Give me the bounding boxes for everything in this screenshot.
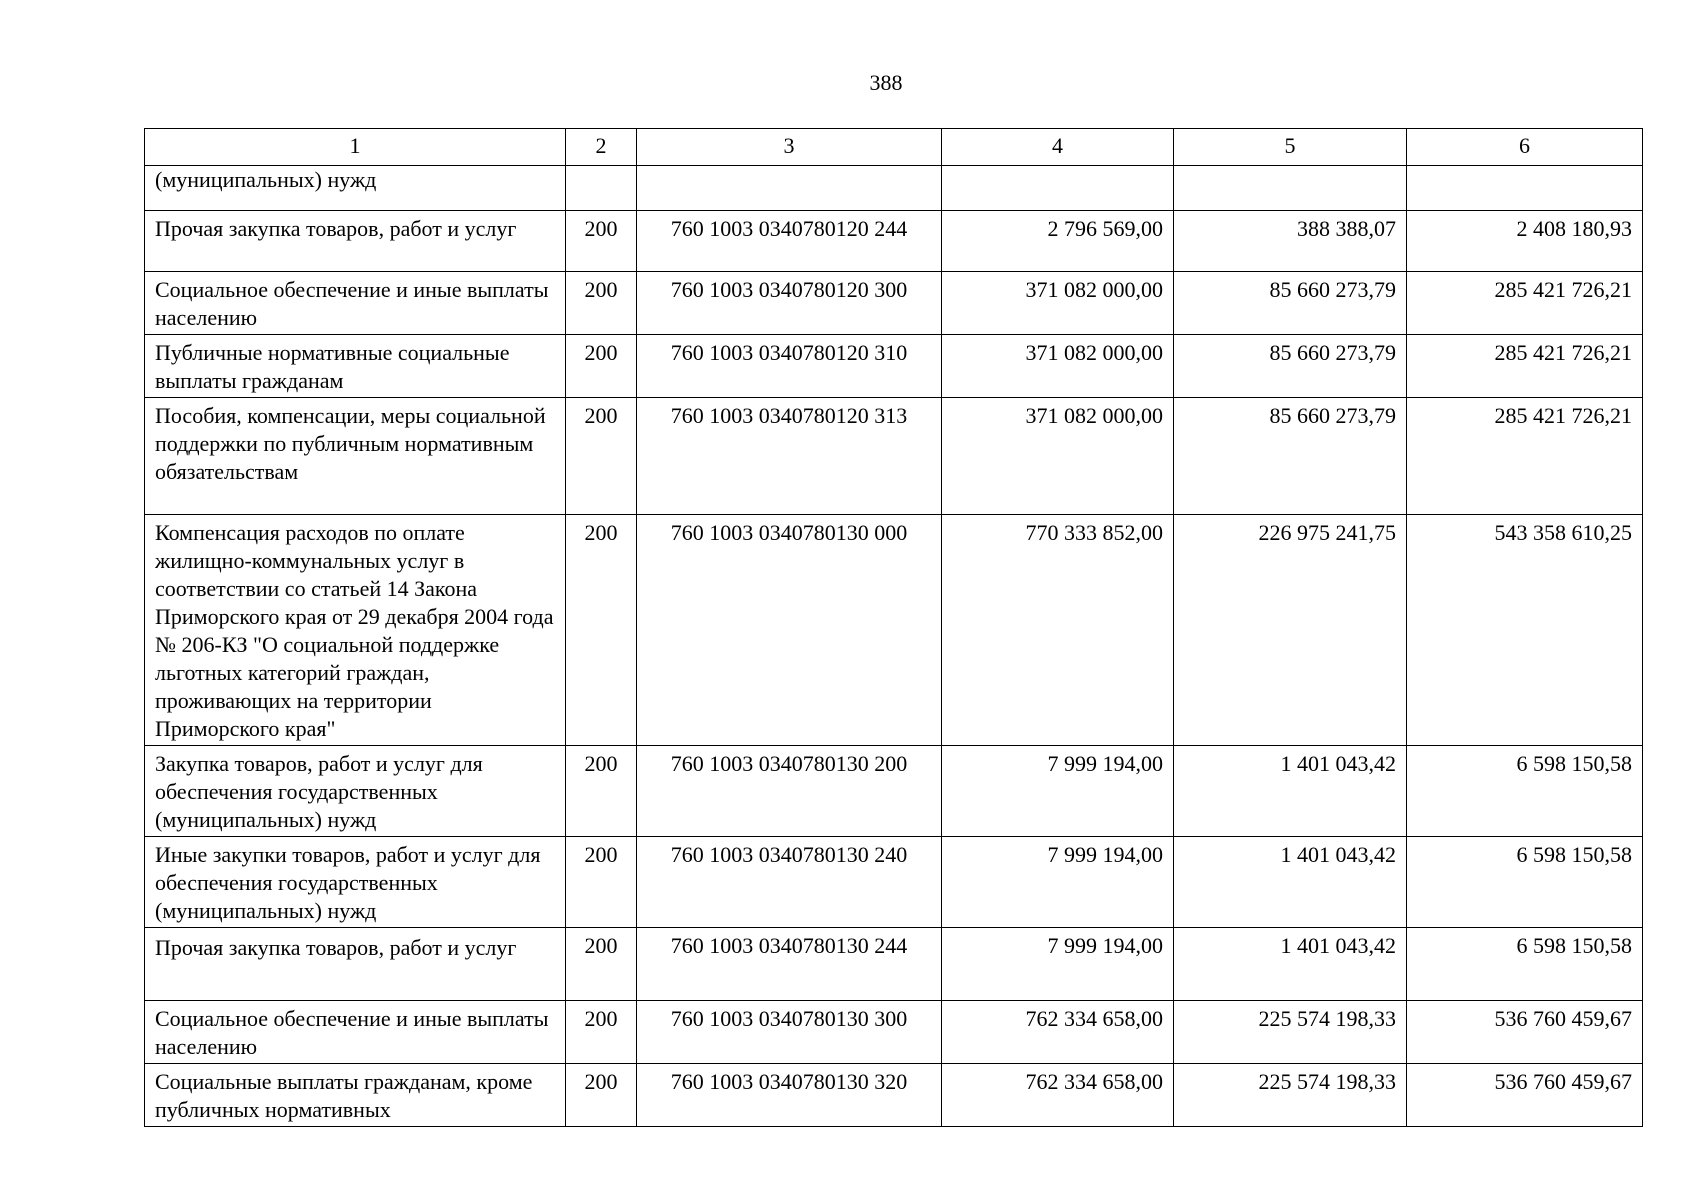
row-remaining: 536 760 459,67 bbox=[1407, 1001, 1643, 1064]
row-executed: 225 574 198,33 bbox=[1174, 1064, 1407, 1127]
row-remaining: 6 598 150,58 bbox=[1407, 928, 1643, 1001]
row-approved: 762 334 658,00 bbox=[942, 1001, 1174, 1064]
row-name: Прочая закупка товаров, работ и услуг bbox=[145, 928, 566, 1001]
row-code: 200 bbox=[566, 928, 637, 1001]
budget-table bbox=[144, 128, 1643, 1127]
table-header-row bbox=[145, 129, 1643, 166]
table-row bbox=[145, 515, 1643, 746]
row-approved: 371 082 000,00 bbox=[942, 335, 1174, 398]
row-executed: 1 401 043,42 bbox=[1174, 746, 1407, 837]
table-row bbox=[145, 166, 1643, 211]
column-header: 6 bbox=[1407, 129, 1643, 166]
table-row bbox=[145, 272, 1643, 335]
row-approved bbox=[942, 166, 1174, 211]
row-kbk: 760 1003 0340780130 000 bbox=[637, 515, 942, 746]
row-code: 200 bbox=[566, 211, 637, 272]
column-header: 5 bbox=[1174, 129, 1407, 166]
row-executed bbox=[1174, 166, 1407, 211]
row-remaining: 2 408 180,93 bbox=[1407, 211, 1643, 272]
row-name: Социальное обеспечение и иные выплаты населению bbox=[145, 1001, 566, 1064]
row-kbk bbox=[637, 166, 942, 211]
row-code: 200 bbox=[566, 335, 637, 398]
column-header: 1 bbox=[145, 129, 566, 166]
row-approved: 762 334 658,00 bbox=[942, 1064, 1174, 1127]
column-header: 2 bbox=[566, 129, 637, 166]
row-remaining: 285 421 726,21 bbox=[1407, 335, 1643, 398]
row-kbk: 760 1003 0340780120 313 bbox=[637, 398, 942, 515]
row-code bbox=[566, 166, 637, 211]
table-row bbox=[145, 1001, 1643, 1064]
row-code: 200 bbox=[566, 746, 637, 837]
table-row bbox=[145, 211, 1643, 272]
row-executed: 388 388,07 bbox=[1174, 211, 1407, 272]
row-name: Прочая закупка товаров, работ и услуг bbox=[145, 211, 566, 272]
row-kbk: 760 1003 0340780130 300 bbox=[637, 1001, 942, 1064]
row-executed: 225 574 198,33 bbox=[1174, 1001, 1407, 1064]
row-remaining: 285 421 726,21 bbox=[1407, 272, 1643, 335]
row-approved: 2 796 569,00 bbox=[942, 211, 1174, 272]
row-approved: 371 082 000,00 bbox=[942, 272, 1174, 335]
row-executed: 85 660 273,79 bbox=[1174, 398, 1407, 515]
row-executed: 226 975 241,75 bbox=[1174, 515, 1407, 746]
row-executed: 1 401 043,42 bbox=[1174, 837, 1407, 928]
row-kbk: 760 1003 0340780130 244 bbox=[637, 928, 942, 1001]
row-executed: 85 660 273,79 bbox=[1174, 272, 1407, 335]
table-row bbox=[145, 1064, 1643, 1127]
row-name: Иные закупки товаров, работ и услуг для обеспечения государственных (муниципальных) нужд bbox=[145, 837, 566, 928]
table-row bbox=[145, 837, 1643, 928]
row-name: (муниципальных) нужд bbox=[145, 166, 566, 211]
row-remaining: 536 760 459,67 bbox=[1407, 1064, 1643, 1127]
row-executed: 85 660 273,79 bbox=[1174, 335, 1407, 398]
page-number: 388 bbox=[869, 70, 903, 95]
row-code: 200 bbox=[566, 398, 637, 515]
row-executed: 1 401 043,42 bbox=[1174, 928, 1407, 1001]
column-header: 3 bbox=[637, 129, 942, 166]
row-code: 200 bbox=[566, 1001, 637, 1064]
row-kbk: 760 1003 0340780130 200 bbox=[637, 746, 942, 837]
row-kbk: 760 1003 0340780130 320 bbox=[637, 1064, 942, 1127]
table-row bbox=[145, 335, 1643, 398]
table-row bbox=[145, 398, 1643, 515]
row-remaining: 6 598 150,58 bbox=[1407, 746, 1643, 837]
row-name: Социальные выплаты гражданам, кроме публичных нормативных bbox=[145, 1064, 566, 1127]
row-remaining bbox=[1407, 166, 1643, 211]
row-name: Пособия, компенсации, меры социальной поддержки по публичным нормативным обязательствам bbox=[145, 398, 566, 515]
row-kbk: 760 1003 0340780120 300 bbox=[637, 272, 942, 335]
column-header: 4 bbox=[942, 129, 1174, 166]
row-name: Социальное обеспечение и иные выплаты населению bbox=[145, 272, 566, 335]
row-approved: 770 333 852,00 bbox=[942, 515, 1174, 746]
row-approved: 7 999 194,00 bbox=[942, 746, 1174, 837]
row-name: Закупка товаров, работ и услуг для обеспечения государственных (муниципальных) нужд bbox=[145, 746, 566, 837]
table-row bbox=[145, 746, 1643, 837]
row-remaining: 6 598 150,58 bbox=[1407, 837, 1643, 928]
table-row bbox=[145, 928, 1643, 1001]
row-remaining: 543 358 610,25 bbox=[1407, 515, 1643, 746]
row-kbk: 760 1003 0340780130 240 bbox=[637, 837, 942, 928]
row-approved: 7 999 194,00 bbox=[942, 837, 1174, 928]
row-code: 200 bbox=[566, 1064, 637, 1127]
row-remaining: 285 421 726,21 bbox=[1407, 398, 1643, 515]
row-approved: 371 082 000,00 bbox=[942, 398, 1174, 515]
row-kbk: 760 1003 0340780120 244 bbox=[637, 211, 942, 272]
row-name: Компенсация расходов по оплате жилищно-коммунальных услуг в соответствии со статьей 14 Закона Приморского края от 29 декабря 2004 года № 206-КЗ "О социальной поддержке льготных категорий граждан, проживающих на территории Приморского края" bbox=[145, 515, 566, 746]
row-code: 200 bbox=[566, 272, 637, 335]
row-kbk: 760 1003 0340780120 310 bbox=[637, 335, 942, 398]
row-code: 200 bbox=[566, 515, 637, 746]
row-name: Публичные нормативные социальные выплаты гражданам bbox=[145, 335, 566, 398]
row-code: 200 bbox=[566, 837, 637, 928]
row-approved: 7 999 194,00 bbox=[942, 928, 1174, 1001]
